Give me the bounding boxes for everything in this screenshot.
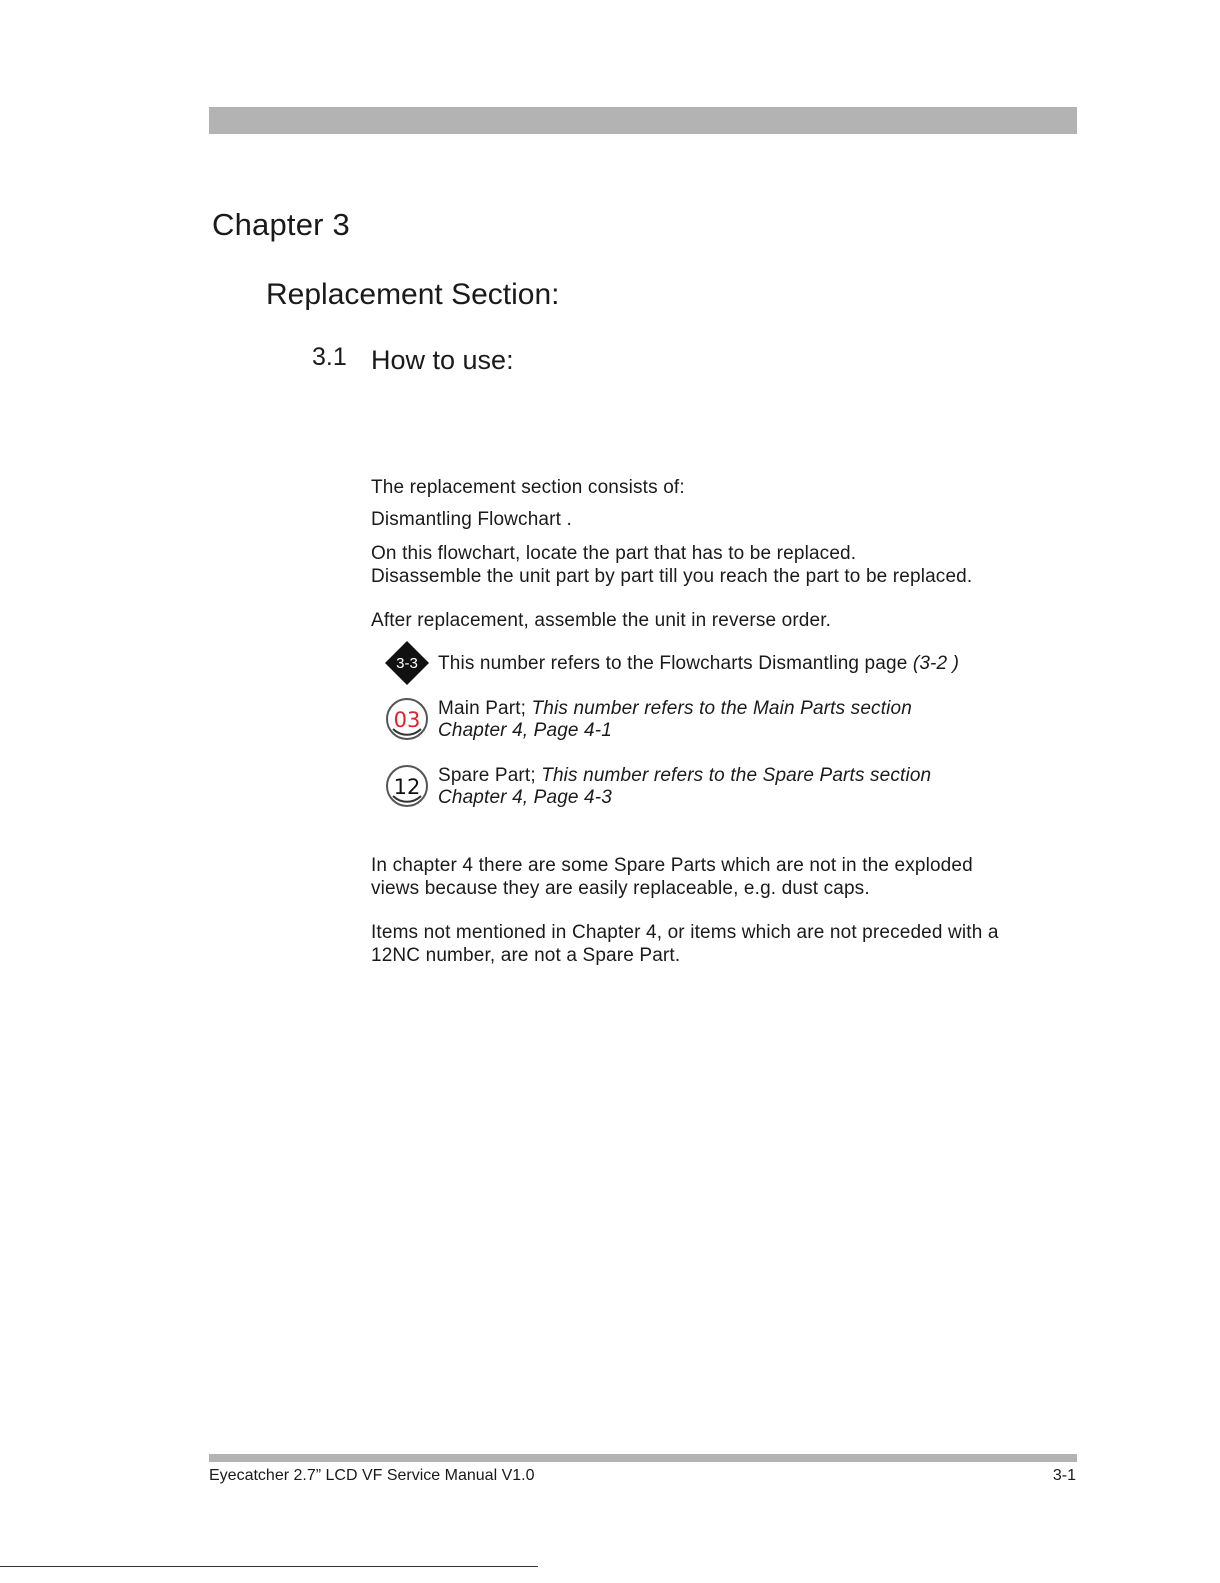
main-part-circle-icon — [384, 696, 430, 742]
main-part-icon-label: 03 — [393, 708, 421, 732]
reassembly-note: After replacement, assemble the unit in reverse order. — [371, 610, 832, 631]
footer-bar — [209, 1454, 1077, 1462]
subsection-title: How to use: — [371, 345, 514, 375]
intro-paragraph: The replacement section consists of: — [371, 477, 685, 498]
spare-part-icon-label: 12 — [393, 775, 421, 799]
subsection-number: 3.1 — [312, 343, 347, 371]
items-note-line: Items not mentioned in Chapter 4, or items which are not preceded with a — [371, 922, 999, 943]
page-number: 3-1 — [1052, 1467, 1076, 1484]
footer-title: Eyecatcher 2.7” LCD VF Service Manual V1.0 — [209, 1467, 535, 1484]
spare-parts-note-line: views because they are easily replaceable, e.g. dust caps. — [371, 878, 870, 899]
items-note — [371, 921, 999, 967]
legend-main-part — [438, 698, 912, 742]
legend-spare-part-desc: This number refers to the Spare Parts section — [541, 765, 932, 786]
spare-part-circle-icon — [384, 763, 430, 809]
legend-main-part-desc: This number refers to the Main Parts section — [531, 698, 912, 719]
flowchart-diamond-icon — [384, 640, 430, 686]
header-bar — [209, 107, 1077, 134]
legend-main-part-label: Main Part; — [438, 698, 532, 719]
flowchart-icon-label: 3-3 — [396, 655, 418, 672]
legend-main-part-ref: Chapter 4, Page 4-1 — [438, 720, 612, 741]
chapter-title: Chapter 3 — [212, 207, 350, 242]
legend-spare-part — [438, 765, 931, 809]
flowchart-heading: Dismantling Flowchart . — [371, 509, 572, 530]
legend-flowchart-text: This number refers to the Flowcharts Dismantling page — [438, 653, 913, 674]
legend-flowchart — [438, 653, 959, 675]
flowchart-instructions-line: On this flowchart, locate the part that has to be replaced. — [371, 543, 857, 564]
section-title: Replacement Section: — [266, 278, 560, 311]
legend-spare-part-label: Spare Part; — [438, 765, 542, 786]
flowchart-instructions-line: Disassemble the unit part by part till you reach the part to be replaced. — [371, 566, 973, 587]
spare-parts-note — [371, 854, 973, 900]
legend-flowchart-ref: (3-2 ) — [912, 653, 960, 674]
spare-parts-note-line: In chapter 4 there are some Spare Parts which are not in the exploded — [371, 855, 973, 876]
flowchart-instructions — [371, 542, 972, 588]
items-note-line: 12NC number, are not a Spare Part. — [371, 945, 681, 966]
legend-spare-part-ref: Chapter 4, Page 4-3 — [438, 787, 612, 808]
bottom-divider — [0, 1566, 538, 1567]
